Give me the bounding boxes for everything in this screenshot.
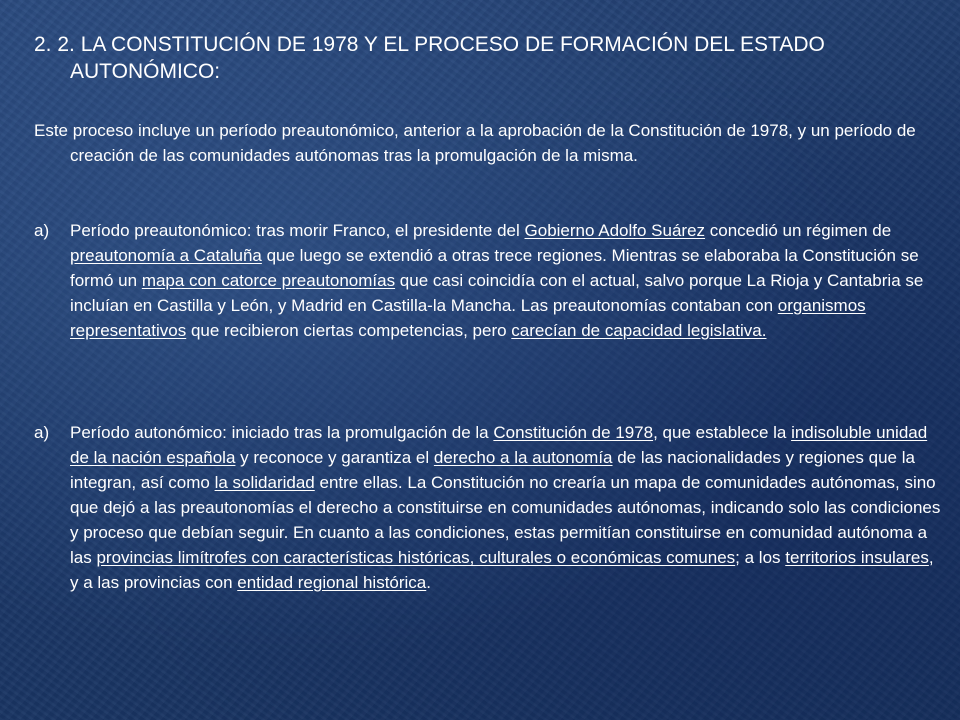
text-run: , y a las provincias con [70,548,934,592]
list-item-text [70,420,946,595]
intro-paragraph: Este proceso incluye un período preautonómico, anterior a la aprobación de la Constitución de 1978, y un período de creación de las comunidades autónomas tras la promulgación de la misma. [34,121,916,165]
text-run: concedió un régimen de [705,221,892,240]
underlined-phrase: provincias limítrofes con características históricas, culturales o económicas comunes [96,548,736,567]
text-run: Período preautonómico: tras morir Franco, el presidente del [70,221,525,240]
list-item-text [70,218,946,343]
slide-title: 2. 2. LA CONSTITUCIÓN DE 1978 Y EL PROCESO DE FORMACIÓN DEL ESTADO AUTONÓMICO: [34,33,825,83]
text-run: . [426,573,431,592]
underlined-phrase: derecho a la autonomía [433,448,613,467]
text-run: que recibieron ciertas competencias, pero [186,321,512,340]
list-marker: a) [34,423,50,442]
underlined-phrase: Gobierno Adolfo Suárez [524,221,706,240]
text-run: que casi coincidía con el actual, salvo porque La Rioja y Cantabria se incluían en Castilla y León, y Madrid en Castilla-la Mancha. Las preautonomías contaban con [70,271,924,315]
underlined-phrase: entidad regional histórica [237,573,427,592]
underlined-phrase: preautonomía a Cataluña [70,246,262,265]
underlined-phrase: mapa con catorce preautonomías [141,271,396,290]
list-marker: a) [34,221,50,240]
underlined-phrase: indisoluble unidad de la nación española [70,423,928,467]
underlined-phrase: organismos representativos [70,296,866,340]
text-run: que luego se extendió a otras trece regiones. Mientras se elaboraba la Constitución se formó un [70,246,919,290]
text-run: Período autonómico: iniciado tras la promulgación de la [70,423,494,442]
text-run: y reconoce y garantiza el [235,448,434,467]
underlined-phrase: territorios insulares [785,548,929,567]
list-item-autonomic [34,420,946,595]
text-run: entre ellas. La Constitución no crearía un mapa de comunidades autónomas, sino que dejó a las preautonomías el derecho a constituirse en comunidades autónomas, indicando solo las condiciones y proceso que debían seguir. En cuanto a las condiciones, estas permitían constituirse en comunidad autónoma a las [70,473,941,567]
underlined-phrase: la solidaridad [214,473,315,492]
text-run: ; a los [735,548,786,567]
text-run: de las nacionalidades y regiones que la integran, así como [70,448,915,492]
underlined-phrase: Constitución de 1978 [493,423,654,442]
underlined-phrase: carecían de capacidad legislativa. [511,321,767,340]
text-run: , que establece la [653,423,792,442]
list-item-preautonomic [34,218,946,343]
